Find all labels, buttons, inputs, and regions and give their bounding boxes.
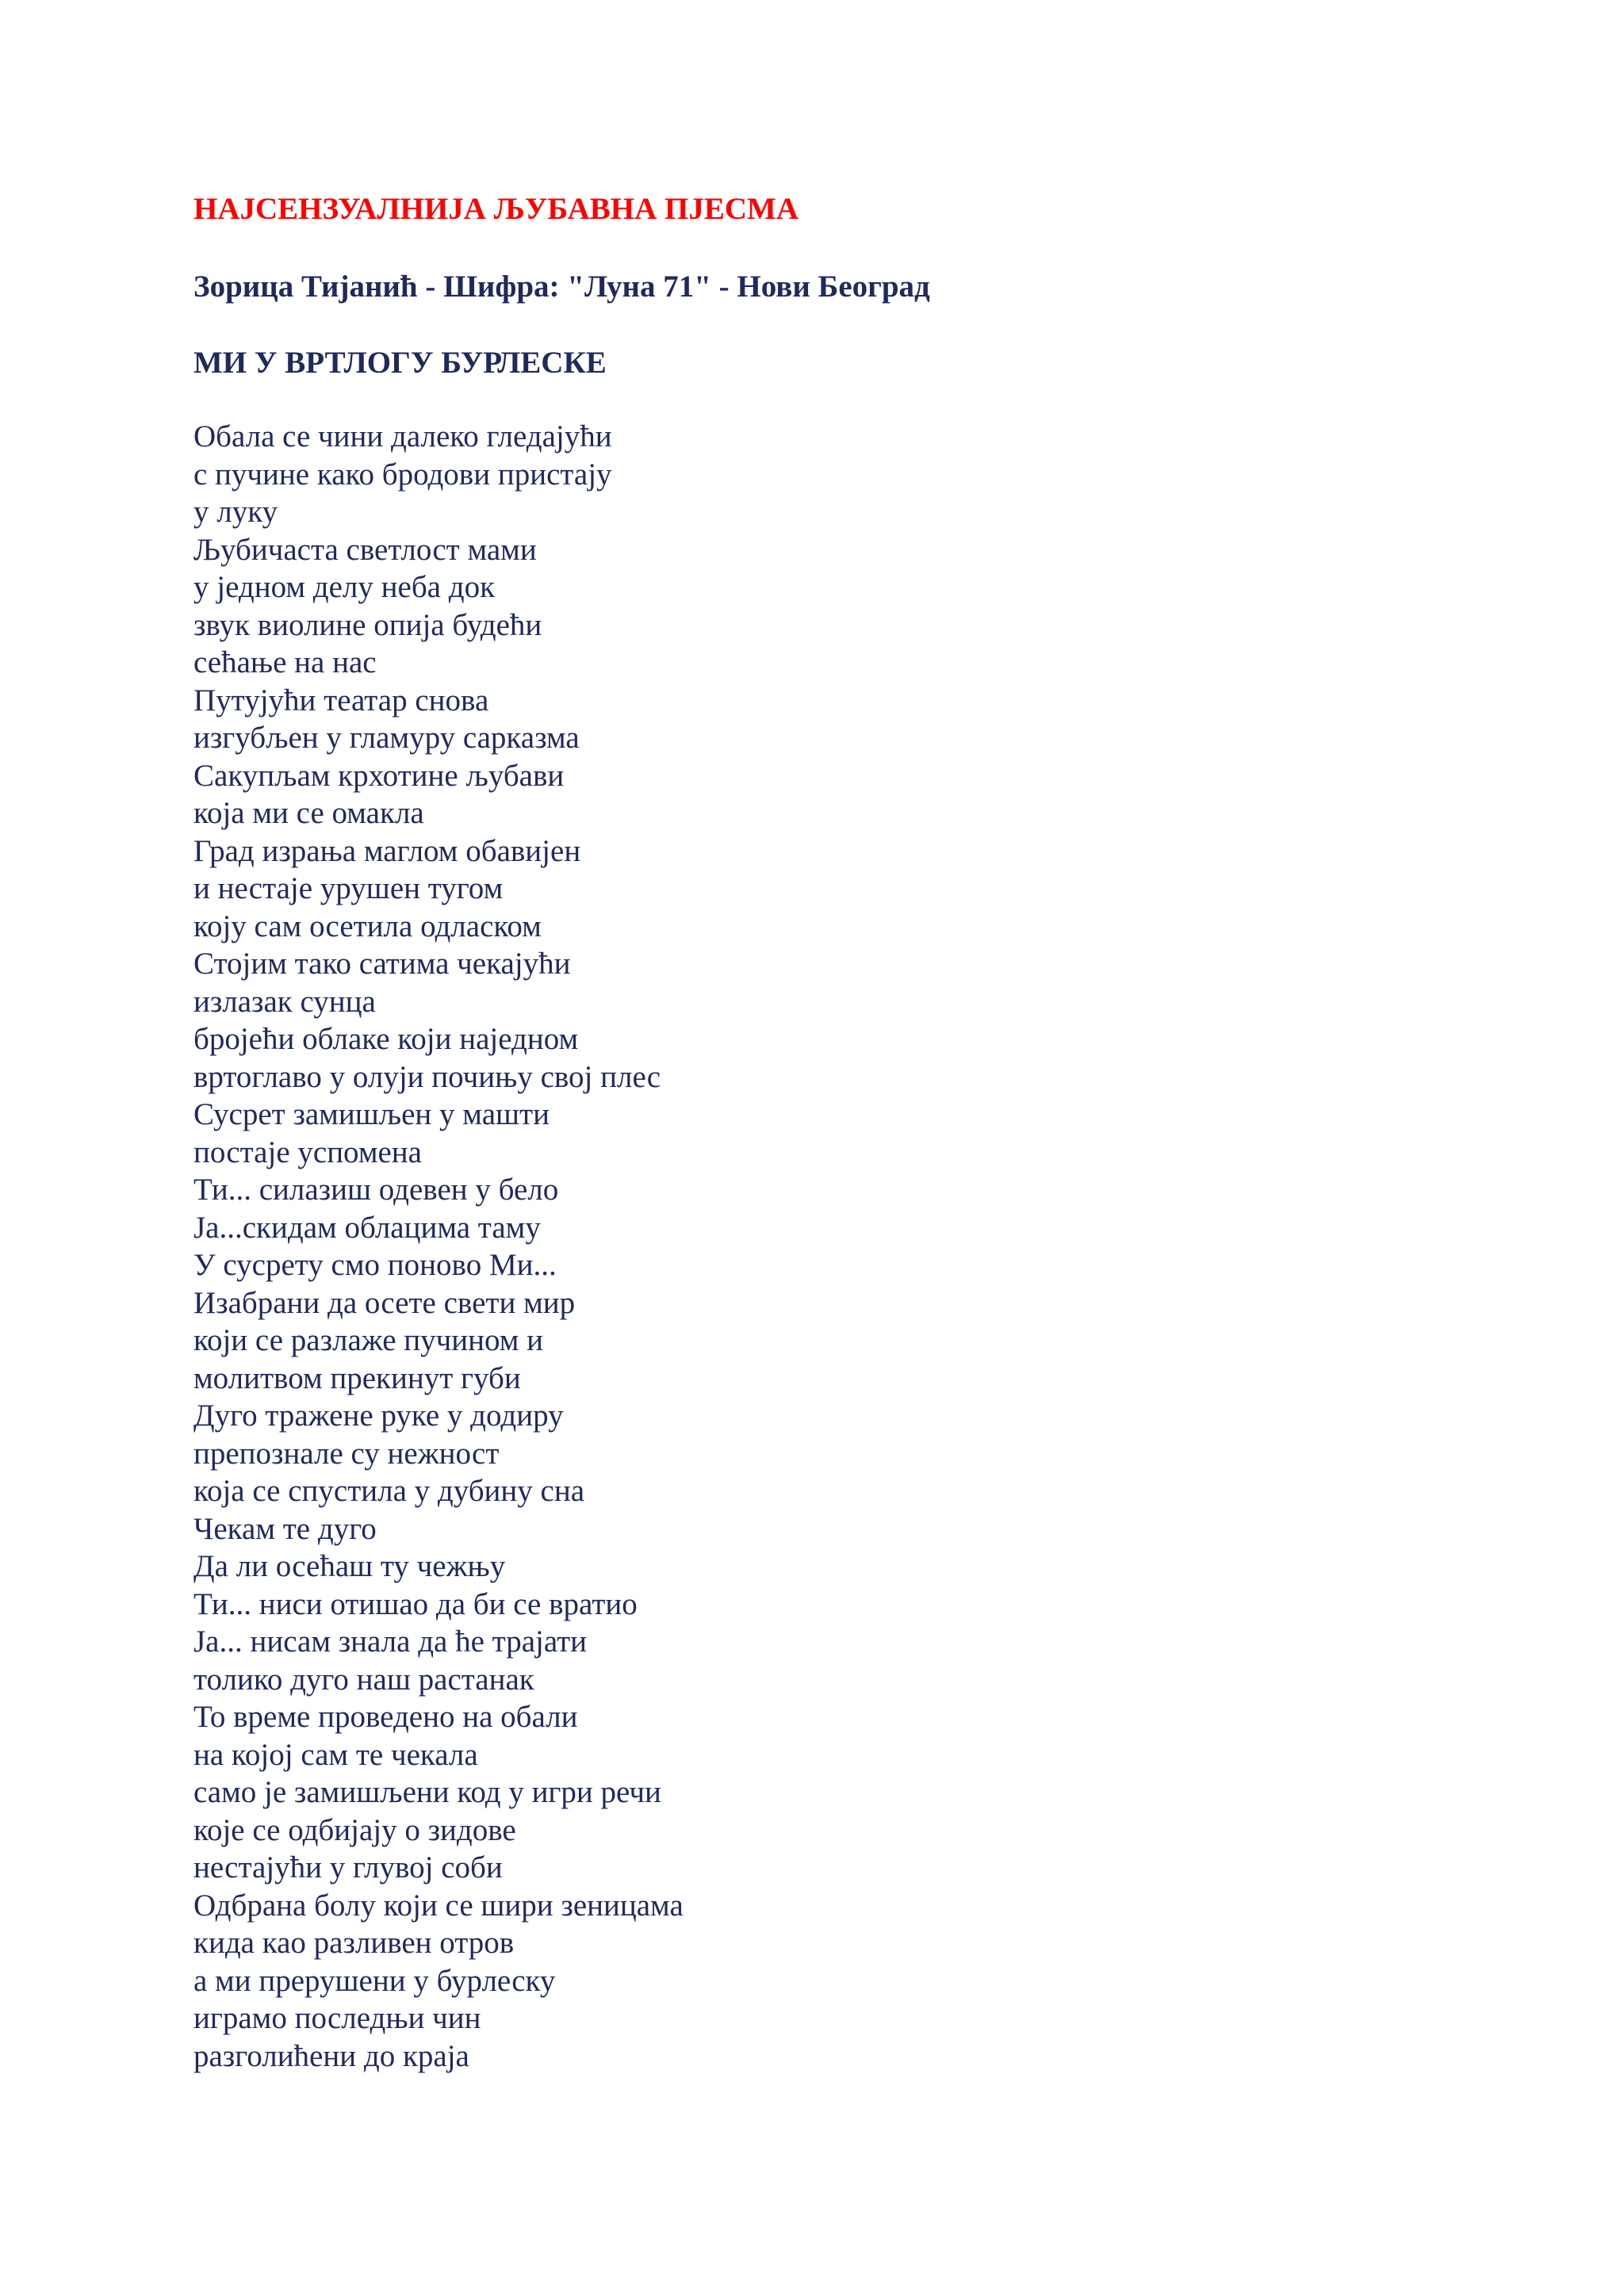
poem-line: Дуго тражене руке у додиру xyxy=(193,1399,564,1433)
poem-line: Ти... ниси отишао да би се вратио xyxy=(193,1586,638,1621)
poem-line: Ја...скидам облацима таму xyxy=(193,1210,541,1245)
poem-line: Град израња маглом обавијен xyxy=(193,833,581,868)
poem-line: а ми прерушени у бурлеску xyxy=(193,1963,556,1998)
poem-line: која ми се омакла xyxy=(193,796,424,830)
poem-line: и нестаје урушен тугом xyxy=(193,871,504,905)
poem-line: сећање на нас xyxy=(193,645,377,679)
poem-line: постаје успомена xyxy=(193,1135,422,1169)
poem-title: МИ У ВРТЛОГУ БУРЛЕСКЕ xyxy=(193,346,607,380)
poem-line: с пучине како бродови пристају xyxy=(193,457,612,492)
poem-line: у луку xyxy=(193,495,278,529)
poem-body xyxy=(193,418,684,2075)
poem-line: Одбрана болу који се шири зеницама xyxy=(193,1888,684,1923)
poem-line: вртоглаво у олуји почињу свој плес xyxy=(193,1059,661,1094)
poem-line: У сусрету смо поново Ми... xyxy=(193,1248,557,1282)
poem-line: толико дуго наш растанак xyxy=(193,1662,534,1697)
author-line: Зорица Тијанић - Шифра: "Луна 71" - Нови Београд xyxy=(193,270,930,304)
poem-line: играмо последњи чин xyxy=(193,2001,481,2035)
poem-line: Ти... силазиш одевен у бело xyxy=(193,1173,559,1207)
poem-line: Да ли осећаш ту чежњу xyxy=(193,1549,506,1583)
poem-line: Сусрет замишљен у машти xyxy=(193,1097,550,1131)
poem-line: То време проведено на обали xyxy=(193,1700,578,1734)
poem-line: бројећи облаке који наједном xyxy=(193,1022,579,1056)
poem-line: излазак сунца xyxy=(193,984,376,1019)
poem-line: Сакупљам крхотине љубави xyxy=(193,758,565,793)
poem-line: само је замишљени код у игри речи xyxy=(193,1775,661,1809)
poem-line: изгубљен у гламуру сарказма xyxy=(193,721,580,755)
poem-line: Изабрани да осете свети мир xyxy=(193,1285,576,1320)
poem-line: Путујући театар снова xyxy=(193,683,489,718)
poem-line: који се разлаже пучином и xyxy=(193,1323,544,1357)
poem-line: молитвом прекинут губи xyxy=(193,1360,521,1395)
poem-line: нестајући у глувој соби xyxy=(193,1850,503,1885)
poem-line: које се одбијају о зидове xyxy=(193,1812,516,1847)
poem-line: препознале су нежност xyxy=(193,1436,500,1471)
poem-line: кида као разливен отров xyxy=(193,1926,515,1960)
poem-line: звук виолине опија будећи xyxy=(193,607,542,642)
poem-line: Обала се чини далеко гледајући xyxy=(193,419,612,453)
poem-line: Чекам те дуго xyxy=(193,1511,377,1546)
poem-line: која се спустила у дубину сна xyxy=(193,1474,585,1508)
poem-line: коју сам осетила одласком xyxy=(193,909,542,943)
poem-line: Љубичаста светлост мами xyxy=(193,532,537,567)
poem-line: Стојим тако сатима чекајући xyxy=(193,947,571,981)
page-heading: НАЈСЕНЗУАЛНИЈА ЉУБАВНА ПЈЕСМА xyxy=(193,192,799,226)
poem-line: Ја... нисам знала да ће трајати xyxy=(193,1624,588,1659)
poem-line: разголићени до краја xyxy=(193,2038,469,2073)
poem-line: на којој сам те чекала xyxy=(193,1737,478,1772)
poem-line: у једном делу неба док xyxy=(193,570,496,604)
